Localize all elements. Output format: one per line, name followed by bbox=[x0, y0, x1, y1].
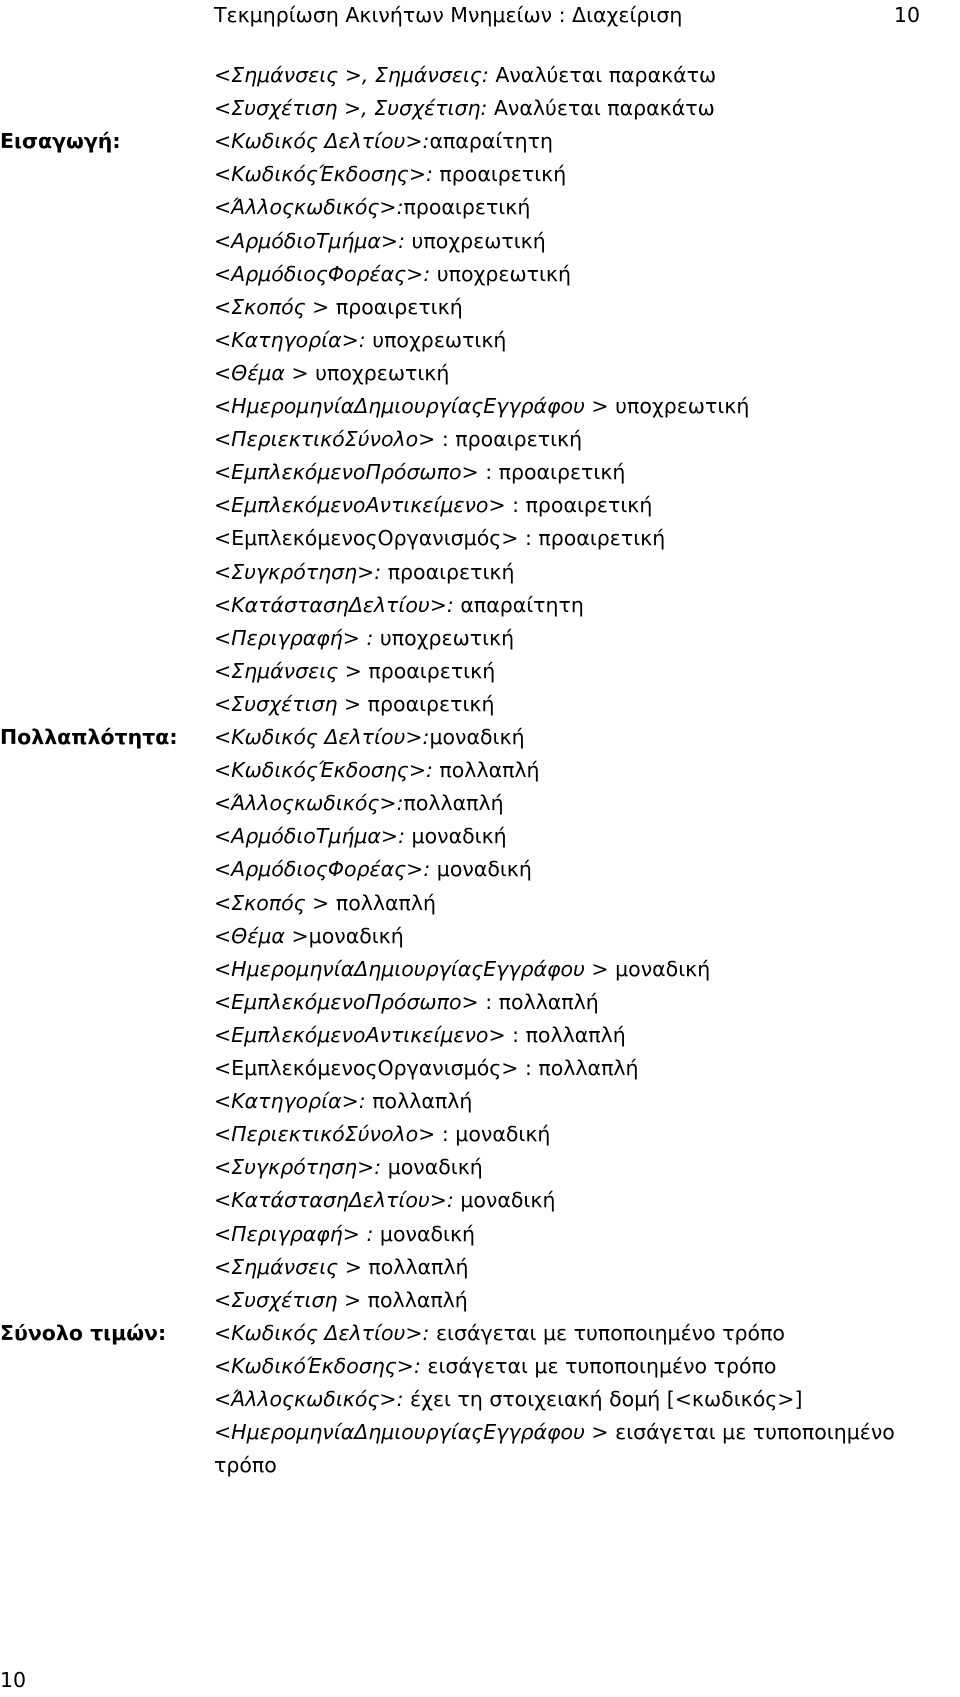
field-tag: <ΗμερομηνίαΔημιουργίαςΕγγράφου > bbox=[214, 956, 609, 981]
field-line bbox=[214, 692, 494, 716]
field-line bbox=[214, 229, 546, 253]
field-tag: <ΑρμόδιοΤμήμα>: bbox=[214, 824, 406, 849]
field-line bbox=[214, 96, 715, 120]
field-value: πολλαπλή bbox=[365, 1089, 473, 1114]
field-value: προαιρετική bbox=[329, 294, 463, 319]
field-line bbox=[214, 824, 507, 848]
field-tag: <ΑρμόδιοςΦορέας>: bbox=[214, 857, 431, 882]
field-value: προαιρετική bbox=[381, 559, 515, 584]
field-value: <ΕμπλεκόμενοςΟργανισμός> : προαιρετική bbox=[214, 526, 666, 551]
field-value: μοναδική bbox=[608, 956, 711, 981]
field-tag: <Συγκρότηση>: bbox=[214, 1155, 382, 1180]
field-tag: <ΕμπλεκόμενοΠρόσωπο> bbox=[214, 460, 479, 485]
footer-page-number: 10 bbox=[0, 1668, 27, 1692]
field-tag: <Περιγραφή> : bbox=[214, 625, 374, 650]
field-tag: <Συσχέτιση >, Συσχέτιση: bbox=[214, 96, 488, 121]
field-line bbox=[214, 1222, 475, 1246]
field-line bbox=[214, 63, 716, 87]
section-label-eisagogi: Εισαγωγή: bbox=[0, 129, 121, 154]
header-page-number: 10 bbox=[893, 3, 920, 27]
field-tag: <ΑρμόδιοςΦορέας>: bbox=[214, 261, 431, 286]
field-line bbox=[214, 1056, 639, 1080]
field-tag: <ΕμπλεκόμενοΠρόσωπο> bbox=[214, 989, 479, 1014]
field-value: μοναδική bbox=[405, 824, 507, 849]
field-tag: <Σκοπός > bbox=[214, 890, 330, 915]
field-line bbox=[214, 891, 436, 915]
field-line bbox=[214, 1420, 895, 1444]
field-line bbox=[214, 493, 652, 517]
field-value: πολλαπλή bbox=[432, 758, 540, 783]
field-tag: <Σημάνσεις >, Σημάνσεις: bbox=[214, 63, 489, 87]
field-line bbox=[214, 725, 525, 749]
field-line bbox=[214, 1387, 803, 1411]
field-value: πολλαπλή bbox=[361, 1254, 469, 1279]
field-tag: <Συγκρότηση>: bbox=[214, 559, 382, 584]
field-line bbox=[214, 1155, 483, 1179]
field-line bbox=[214, 1188, 555, 1212]
field-value: απαραίτητη bbox=[453, 592, 584, 617]
field-tag: <Συσχέτιση > bbox=[214, 1287, 362, 1312]
field-tag: <Άλλοςκωδικός>: bbox=[214, 195, 404, 220]
continuation-line: τρόπο bbox=[214, 1453, 277, 1478]
field-value: εισάγεται με τυποποιημένο τρόπο bbox=[429, 1320, 785, 1345]
field-value: εισάγεται με τυποποιημένο τρόπο bbox=[420, 1353, 777, 1378]
field-value: προαιρετική bbox=[361, 691, 495, 716]
field-tag: <ΠεριεκτικόΣύνολο> bbox=[214, 1122, 436, 1147]
field-value: μοναδική bbox=[429, 725, 525, 749]
field-value: πολλαπλή bbox=[403, 791, 504, 816]
field-value: προαιρετική bbox=[403, 195, 531, 220]
field-line bbox=[214, 990, 599, 1014]
field-value: : προαιρετική bbox=[478, 460, 626, 485]
field-value: υποχρεωτική bbox=[405, 228, 546, 253]
field-tag: <Θέμα > bbox=[214, 923, 309, 948]
field-value: μοναδική bbox=[430, 857, 532, 882]
field-line bbox=[214, 427, 582, 451]
field-value: εισάγεται με τυποποιημένο bbox=[608, 1420, 895, 1445]
field-line bbox=[214, 262, 571, 286]
field-line bbox=[214, 1354, 776, 1378]
field-tag: <ΗμερομηνίαΔημιουργίαςΕγγράφου > bbox=[214, 1420, 609, 1445]
field-tag: <Θέμα > bbox=[214, 360, 309, 385]
field-value: υποχρεωτική bbox=[430, 261, 571, 286]
field-tag: <Κωδικός Δελτίου>: bbox=[214, 129, 430, 154]
field-value: <ΕμπλεκόμενοςΟργανισμός> : πολλαπλή bbox=[214, 1056, 639, 1080]
field-line bbox=[214, 1089, 472, 1113]
field-line bbox=[214, 791, 504, 815]
field-line bbox=[214, 394, 749, 418]
field-value: απαραίτητη bbox=[429, 129, 553, 154]
field-tag: <Περιγραφή> : bbox=[214, 1221, 374, 1246]
section-label-pollaplotita: Πολλαπλότητα: bbox=[0, 725, 178, 749]
field-line bbox=[214, 361, 449, 385]
field-line bbox=[214, 526, 665, 550]
field-tag: <ΚατάστασηΔελτίου>: bbox=[214, 592, 454, 617]
field-line bbox=[214, 560, 514, 584]
field-value: υποχρεωτική bbox=[365, 327, 507, 352]
field-line bbox=[214, 1023, 626, 1047]
field-line bbox=[214, 1321, 785, 1345]
field-value: προαιρετική bbox=[361, 658, 496, 683]
field-line bbox=[214, 460, 625, 484]
field-value: έχει τη στοιχειακή δομή [<κωδικός>] bbox=[403, 1387, 803, 1411]
field-value: πολλαπλή bbox=[329, 890, 437, 915]
field-tag: <Κωδικός Δελτίου>: bbox=[214, 725, 430, 749]
field-line bbox=[214, 162, 566, 186]
field-value: μοναδική bbox=[453, 1188, 556, 1213]
field-line bbox=[214, 957, 710, 981]
field-value: : πολλαπλή bbox=[505, 1022, 626, 1047]
field-value: υποχρεωτική bbox=[308, 360, 450, 385]
field-value: Αναλύεται παρακάτω bbox=[487, 96, 715, 121]
section-label-synolo-timon: Σύνολο τιμών: bbox=[0, 1320, 167, 1345]
field-tag: <Κατηγορία>: bbox=[214, 327, 366, 352]
field-tag: <Άλλοςκωδικός>: bbox=[214, 791, 404, 816]
field-tag: <ΕμπλεκόμενοΑντικείμενο> bbox=[214, 493, 506, 518]
field-line bbox=[214, 1288, 468, 1312]
field-tag: <Σκοπός > bbox=[214, 294, 330, 319]
field-tag: <Σημάνσεις > bbox=[214, 1254, 362, 1279]
field-tag: <Σημάνσεις > bbox=[214, 658, 362, 683]
field-value: υποχρεωτική bbox=[373, 625, 515, 650]
field-tag: <Άλλοςκωδικός>: bbox=[214, 1387, 404, 1411]
page-header-title: Τεκμηρίωση Ακινήτων Μνημείων : Διαχείριση bbox=[214, 3, 683, 27]
field-value: μοναδική bbox=[308, 923, 404, 948]
field-line bbox=[214, 924, 404, 948]
field-tag: <ΚατάστασηΔελτίου>: bbox=[214, 1188, 454, 1213]
field-line bbox=[214, 195, 530, 219]
field-value: : μοναδική bbox=[435, 1122, 551, 1147]
field-line bbox=[214, 129, 553, 153]
field-line bbox=[214, 626, 514, 650]
field-line bbox=[214, 1122, 550, 1146]
field-value: : πολλαπλή bbox=[478, 989, 599, 1014]
field-value: μοναδική bbox=[373, 1221, 476, 1246]
field-value: : προαιρετική bbox=[505, 493, 653, 518]
field-value: υποχρεωτική bbox=[608, 394, 750, 418]
field-value: πολλαπλή bbox=[361, 1287, 468, 1312]
field-tag: <ΗμερομηνίαΔημιουργίαςΕγγράφου > bbox=[214, 394, 609, 418]
field-tag: <Συσχέτιση > bbox=[214, 691, 362, 716]
field-tag: <Κωδικός Δελτίου>: bbox=[214, 1320, 430, 1345]
field-tag: <ΠεριεκτικόΣύνολο> bbox=[214, 427, 436, 452]
field-tag: <ΕμπλεκόμενοΑντικείμενο> bbox=[214, 1022, 506, 1047]
field-tag: <ΚωδικόςΈκδοσης>: bbox=[214, 758, 433, 783]
field-value: Αναλύεται παρακάτω bbox=[488, 63, 717, 87]
field-value: προαιρετική bbox=[432, 162, 567, 187]
field-value: μοναδική bbox=[381, 1155, 483, 1180]
field-line bbox=[214, 659, 495, 683]
field-line bbox=[214, 1255, 469, 1279]
field-line bbox=[214, 593, 584, 617]
field-line bbox=[214, 295, 463, 319]
field-tag: <ΑρμόδιοΤμήμα>: bbox=[214, 228, 406, 253]
field-tag: <ΚωδικόςΈκδοσης>: bbox=[214, 162, 433, 187]
field-tag: <Κατηγορία>: bbox=[214, 1089, 366, 1114]
field-line bbox=[214, 758, 540, 782]
field-line bbox=[214, 857, 532, 881]
field-line bbox=[214, 328, 506, 352]
field-tag: <ΚωδικόΈκδοσης>: bbox=[214, 1353, 421, 1378]
field-value: : προαιρετική bbox=[435, 427, 583, 452]
